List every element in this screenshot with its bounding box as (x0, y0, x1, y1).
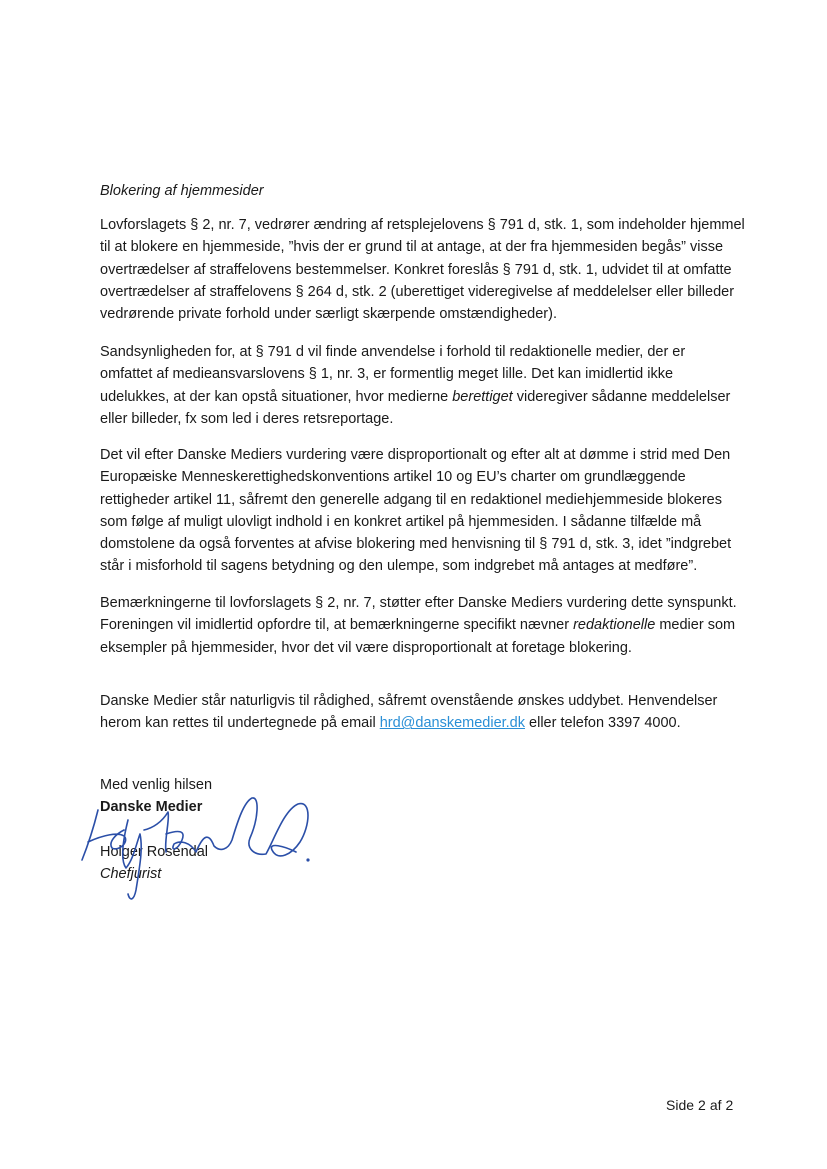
text-line: som følge af muligt ulovligt indhold i en konkret artikel på hjemmesiden. I sådanne tilfælde må (100, 513, 702, 530)
handwritten-signature (78, 790, 318, 910)
text-line: Bemærkningerne til lovforslagets § 2, nr. 7, støtter efter Danske Mediers vurdering dette synspunkt. (100, 595, 737, 611)
paragraph-disproportionate (100, 444, 740, 578)
emphasis-text: berettiget (452, 388, 513, 405)
paragraph-contact (100, 690, 740, 735)
text-segment: eller telefon 3397 4000. (525, 715, 681, 732)
paragraph-probability (100, 341, 740, 430)
text-line: omfattet af medieansvarslovens § 1, nr. 3, er formentlig meget lille. Det kan imidlertid ikke (100, 366, 674, 383)
text-line (100, 614, 740, 636)
text-line: Sandsynligheden for, at § 791 d vil finde anvendelse i forhold til redaktionelle medier, der er (100, 344, 686, 360)
page-label: Side (666, 1097, 695, 1113)
text-segment: udelukkes, at der kan opstå situationer, hvor medierne (100, 388, 453, 405)
text-line: vedrørende private forhold under særligt skærpende omstændigheder). (100, 306, 557, 323)
text-line: domstolene da også forventes at afvise blokering med henvisning til § 791 d, stk. 3, idet ”indgrebet (100, 536, 732, 553)
text-segment: medier som (655, 617, 736, 634)
page-number (666, 1097, 737, 1113)
section-heading: Blokering af hjemmesider (100, 183, 264, 199)
text-line: rettigheder artikel 11, såfremt den generelle adgang til en redaktionel mediehjemmeside blokeres (100, 491, 722, 508)
text-segment: Foreningen vil imidlertid opfordre til, at bemærkningerne specifikt nævner (100, 617, 574, 634)
current-page: 2 (698, 1097, 706, 1113)
text-line: eksempler på hjemmesider, hvor det vil være disproportionalt at foretage blokering. (100, 639, 632, 656)
text-line: Det vil efter Danske Mediers vurdering være disproportionalt og efter alt at dømme i strid med Den (100, 447, 731, 463)
of-label: af (709, 1097, 722, 1113)
signatory-title: Chefjurist (100, 866, 162, 883)
signatory-name: Holger Rosendal (100, 843, 209, 860)
text-line: overtrædelser af straffelovens bestemmelser. Konkret foreslås § 791 d, stk. 1, udvidet til at omfatte (100, 261, 732, 278)
paragraph-blocking-proposal (100, 214, 745, 325)
total-pages: 2 (725, 1097, 734, 1113)
text-line: Danske Medier står naturligvis til rådighed, såfremt ovenstående ønskes uddybet. Henvendelser (100, 693, 718, 709)
text-line: står i misforhold til sagens betydning og den ulempe, som indgrebet må antages at medføre”. (100, 558, 698, 575)
text-line: eller billeder, fx som led i deres retsreportage. (100, 410, 394, 427)
text-line: til at blokere en hjemmeside, ”hvis der er grund til at antage, at der fra hjemmesiden begås” visse (100, 239, 724, 256)
greeting: Med venlig hilsen (100, 777, 213, 793)
text-line (100, 386, 740, 408)
emphasis-text: redaktionelle (573, 617, 656, 634)
text-line: Europæiske Menneskerettighedskonventions artikel 10 og EU’s charter om grundlæggende (100, 469, 686, 486)
organization-name: Danske Medier (100, 799, 203, 816)
text-segment: herom kan rettes til undertegnede på email (100, 715, 380, 732)
text-segment: videregiver sådanne meddelelser (512, 388, 731, 405)
email-link[interactable]: hrd@danskemedier.dk (379, 715, 526, 732)
text-line (100, 712, 740, 734)
text-line: Lovforslagets § 2, nr. 7, vedrører ændring af retsplejelovens § 791 d, stk. 1, som indeholder hjemmel (100, 217, 745, 233)
paragraph-remarks (100, 592, 740, 659)
text-line: overtrædelser af straffelovens § 264 d, stk. 2 (uberettiget videregivelse af meddelelser eller billeder (100, 283, 735, 300)
